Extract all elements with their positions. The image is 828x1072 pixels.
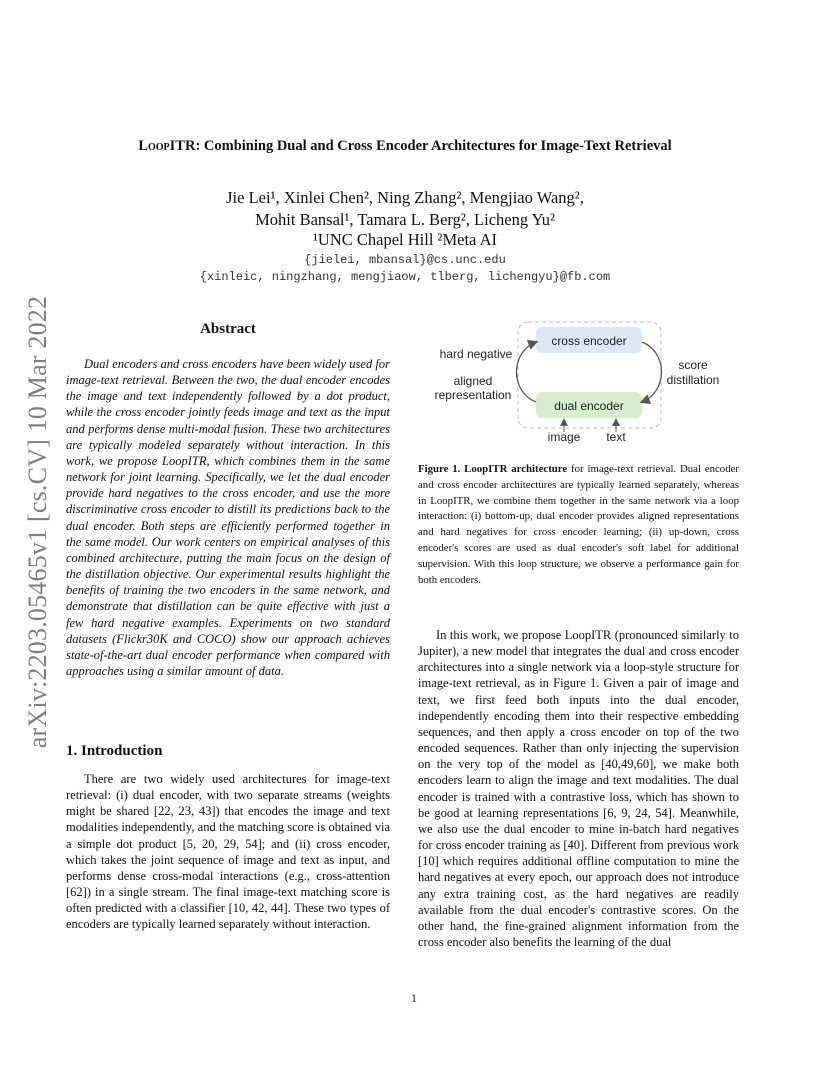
score-label: score (678, 358, 708, 372)
affiliations: ¹UNC Chapel Hill ²Meta AI (312, 230, 498, 249)
right-column-paragraph: In this work, we propose LoopITR (pronounced similarly to Jupiter), a new model that integrates the dual and cross encoder architectures into a single network via a loop-style structure for image-text retrieval, as in Figure 1. Given a pair of image and text, we first feed both inputs into the dual encoder, independently encoding them into their respective embedding sequences, and then apply a cross encoder on top of the two encoded sequences. Rather than only injecting the supervision on the very top of the model as [40,49,60], we make both encoders learn to align the image and text modalities. The dual encoder is trained with a contrastive loss, which has shown to be good at learning representations [6, 9, 24, 54]. Meanwhile, we also use the dual encoder to mine in-batch hard negatives for cross encoder training as [40]. Different from previous work [10] which requires additional offline computation to mine the hard negatives at every epoch, our approach does not introduce any extra training cost, as the hard negatives are readily available from the dual encoder's contrastive scores. On the other hand, the fine-grained alignment information from the cross encoder also benefits the learning of the dual (418, 628, 739, 949)
introduction-right-column (418, 627, 739, 950)
figure-1-caption (418, 462, 739, 588)
caption-label: Figure 1. LoopITR architecture (418, 463, 568, 475)
aligned-label: aligned (453, 374, 493, 388)
abstract-body (66, 356, 390, 679)
representation-label: representation (434, 388, 512, 402)
email-line-1: {jielei, mbansal}@cs.unc.edu (304, 253, 506, 267)
arxiv-id-text: arXiv:2203.05465v1 [cs.CV] 10 Mar 2022 (23, 295, 52, 749)
abstract-heading: Abstract (200, 321, 256, 337)
bottom-up-arrow (517, 342, 537, 402)
section-heading-introduction: 1. Introduction (66, 743, 163, 759)
cross-encoder-label: cross encoder (551, 334, 627, 348)
title-rest: : Combining Dual and Cross Encoder Architectures for Image-Text Retrieval (195, 138, 672, 154)
page-number: 1 (411, 991, 417, 1005)
arxiv-identifier (16, 285, 60, 760)
distillation-label: distillation (666, 373, 720, 387)
intro-paragraph: There are two widely used architectures for image-text retrieval: (i) dual encoder, with two separate streams (weights might be shared [22, 23, 43]) that encodes the image and text modalities independently, and the matching score is obtained via a simple dot product [5, 20, 29, 54]; and (ii) cross encoder, which takes the joint sequence of image and text as input, and performs dense cross-modal interactions (e.g., cross-attention [62]) in a single stream. The final image-text matching score is often predicted with a classifier [10, 42, 44]. These two types of encoders are typically learned separately without interaction. (66, 772, 390, 932)
dual-encoder-label: dual encoder (554, 399, 624, 413)
authors-line-2: Mohit Bansal¹, Tamara L. Berg², Licheng Yu² (255, 210, 555, 229)
text-input-label: text (606, 430, 626, 444)
email-line-2: {xinleic, ningzhang, mengjiaow, tlberg, lichengyu}@fb.com (199, 270, 611, 284)
caption-text: for image-text retrieval. Dual encoder and cross encoder architectures are typically learned separately, whereas in LoopITR, we combine them together in the same network via a loop interaction: (i) bottom-up, dual encoder provides aligned representations and hard negatives for cross encoder learning; (ii) up-down, cross encoder's scores are used as dual encoder's soft label for additional supervision. With this loop structure, we observe a performance gain for both encoders. (418, 463, 739, 586)
top-down-arrow (642, 342, 662, 402)
introduction-left-column (66, 771, 390, 933)
paper-title (60, 138, 750, 155)
figure-1-diagram (418, 312, 748, 452)
title-model-name: LoopITR (138, 138, 196, 154)
image-input-label: image (547, 430, 581, 444)
authors-line-1: Jie Lei¹, Xinlei Chen², Ning Zhang², Mengjiao Wang², (226, 188, 584, 207)
abstract-text: Dual encoders and cross encoders have been widely used for image-text retrieval. Between the two, the dual encoder encodes the image and text independently followed by a dot product, while the cross encoder jointly feeds image and text as the input and performs dense multi-modal fusion. These two architectures are typically modeled separately without interaction. In this work, we propose LoopITR, which combines them in the same network for joint learning. Specifically, we let the dual encoder provide hard negatives to the cross encoder, and use the more discriminative cross encoder to distill its predictions back to the dual encoder. Both steps are efficiently performed together in the same model. Our work centers on empirical analyses of this combined architecture, putting the main focus on the design of the distillation objective. Our experimental results highlight the benefits of training the two encoders in the same network, and demonstrate that distillation can be quite effective with just a few hard negative examples. Experiments on two standard datasets (Flickr30K and COCO) show our approach achieves state-of-the-art dual encoder performance when compared with approaches using a similar amount of data. (66, 357, 390, 678)
hard-negative-label: hard negative (439, 347, 513, 361)
